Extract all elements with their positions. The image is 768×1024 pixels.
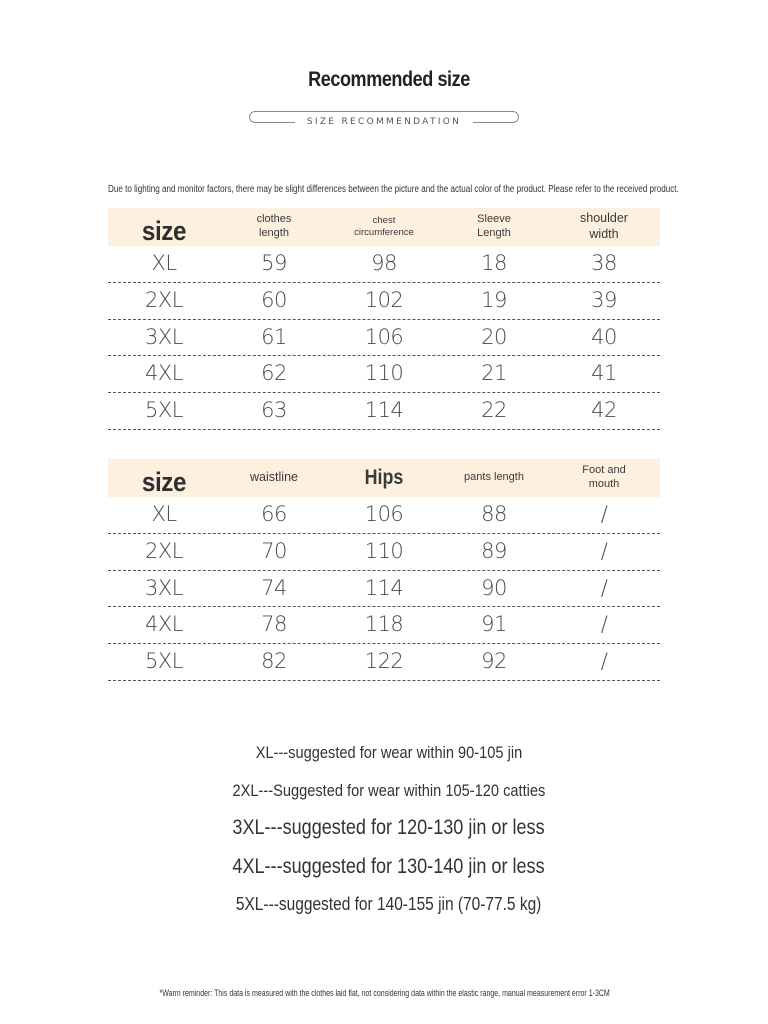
chest-cell: 106 xyxy=(364,324,404,349)
table-row xyxy=(108,283,660,320)
hips-cell: 122 xyxy=(364,649,404,674)
waistline-cell: 78 xyxy=(261,612,287,637)
sleeve-length-cell: 19 xyxy=(481,287,507,312)
page-title: Recommended size xyxy=(308,68,470,91)
table-row xyxy=(108,571,660,608)
size-cell: XL xyxy=(151,502,177,526)
pants-length-cell: 92 xyxy=(481,649,507,674)
clothes-length-cell: 60 xyxy=(261,287,287,312)
top-size-table xyxy=(108,208,660,430)
header-sleeve-length: Sleeve Length xyxy=(477,213,511,239)
table-row xyxy=(108,393,660,430)
table-row xyxy=(108,356,660,393)
suggestion-2xl: 2XL---Suggested for wear within 105-120 catties xyxy=(232,781,546,800)
shoulder-width-cell: 40 xyxy=(591,324,617,349)
page-subtitle: SIZE RECOMMENDATION xyxy=(295,115,473,129)
foot-and-mouth-cell: / xyxy=(600,649,608,674)
foot-and-mouth-cell: / xyxy=(600,612,608,637)
pants-length-cell: 88 xyxy=(481,502,507,526)
size-cell: 3XL xyxy=(145,324,183,349)
waistline-cell: 74 xyxy=(261,575,287,600)
table-row xyxy=(108,534,660,571)
pants-length-cell: 90 xyxy=(481,575,507,600)
warm-reminder: *Warm reminder: This data is measured with the clothes laid flat, not considering data within the elastic range, manual measurement error 1-3CM xyxy=(159,988,611,998)
sleeve-length-cell: 21 xyxy=(481,361,507,386)
header-shoulder-width: shoulder width xyxy=(580,211,628,241)
table-header-row xyxy=(108,208,660,246)
sleeve-length-cell: 22 xyxy=(481,398,507,423)
chest-cell: 114 xyxy=(364,398,404,423)
header-chest-circumference: chest circumference xyxy=(354,215,414,238)
clothes-length-cell: 61 xyxy=(261,324,287,349)
hips-cell: 106 xyxy=(364,502,404,526)
pants-length-cell: 91 xyxy=(481,612,507,637)
size-cell: 3XL xyxy=(145,575,183,600)
header-hips: Hips xyxy=(364,465,404,489)
hips-cell: 118 xyxy=(364,612,404,637)
header-clothes-length: clothes length xyxy=(256,213,292,239)
size-cell: XL xyxy=(151,251,177,275)
chest-cell: 102 xyxy=(364,287,404,312)
foot-and-mouth-cell: / xyxy=(600,538,608,563)
size-cell: 5XL xyxy=(145,398,183,423)
chest-cell: 98 xyxy=(371,251,397,275)
sleeve-length-cell: 18 xyxy=(481,251,507,275)
suggestion-3xl: 3XL---suggested for 120-130 jin or less xyxy=(232,816,546,839)
shoulder-width-cell: 38 xyxy=(591,251,617,275)
foot-and-mouth-cell: / xyxy=(600,575,608,600)
clothes-length-cell: 59 xyxy=(261,251,287,275)
suggestion-4xl: 4XL---suggested for 130-140 jin or less xyxy=(232,855,546,878)
waistline-cell: 82 xyxy=(261,649,287,674)
clothes-length-cell: 62 xyxy=(261,361,287,386)
size-cell: 5XL xyxy=(145,649,183,674)
size-cell: 4XL xyxy=(145,612,183,637)
header-foot-and-mouth: Foot and mouth xyxy=(582,464,626,490)
waistline-cell: 70 xyxy=(261,538,287,563)
foot-and-mouth-cell: / xyxy=(600,502,608,526)
suggestion-5xl: 5XL---suggested for 140-155 jin (70-77.5 kg) xyxy=(236,894,542,914)
header-size: size xyxy=(141,216,187,247)
suggestion-xl: XL---suggested for wear within 90-105 jin xyxy=(255,743,523,762)
hips-cell: 110 xyxy=(364,538,404,563)
shoulder-width-cell: 41 xyxy=(591,361,617,386)
table-row xyxy=(108,246,660,283)
header-pants-length: pants length xyxy=(464,471,524,484)
header-waistline: waistline xyxy=(250,470,298,485)
chest-cell: 110 xyxy=(364,361,404,386)
table-row xyxy=(108,644,660,681)
shoulder-width-cell: 39 xyxy=(591,287,617,312)
table-row xyxy=(108,497,660,534)
waistline-cell: 66 xyxy=(261,502,287,526)
clothes-length-cell: 63 xyxy=(261,398,287,423)
sleeve-length-cell: 20 xyxy=(481,324,507,349)
bottom-size-table xyxy=(108,459,660,681)
size-cell: 2XL xyxy=(145,538,183,563)
header-size: size xyxy=(141,467,187,498)
shoulder-width-cell: 42 xyxy=(591,398,617,423)
size-cell: 4XL xyxy=(145,361,183,386)
table-row xyxy=(108,320,660,357)
size-cell: 2XL xyxy=(145,287,183,312)
color-disclaimer: Due to lighting and monitor factors, there may be slight differences between the picture and the actual color of the product. Please refer to the received product. xyxy=(108,184,679,195)
pants-length-cell: 89 xyxy=(481,538,507,563)
hips-cell: 114 xyxy=(364,575,404,600)
table-row xyxy=(108,607,660,644)
table-header-row xyxy=(108,459,660,497)
